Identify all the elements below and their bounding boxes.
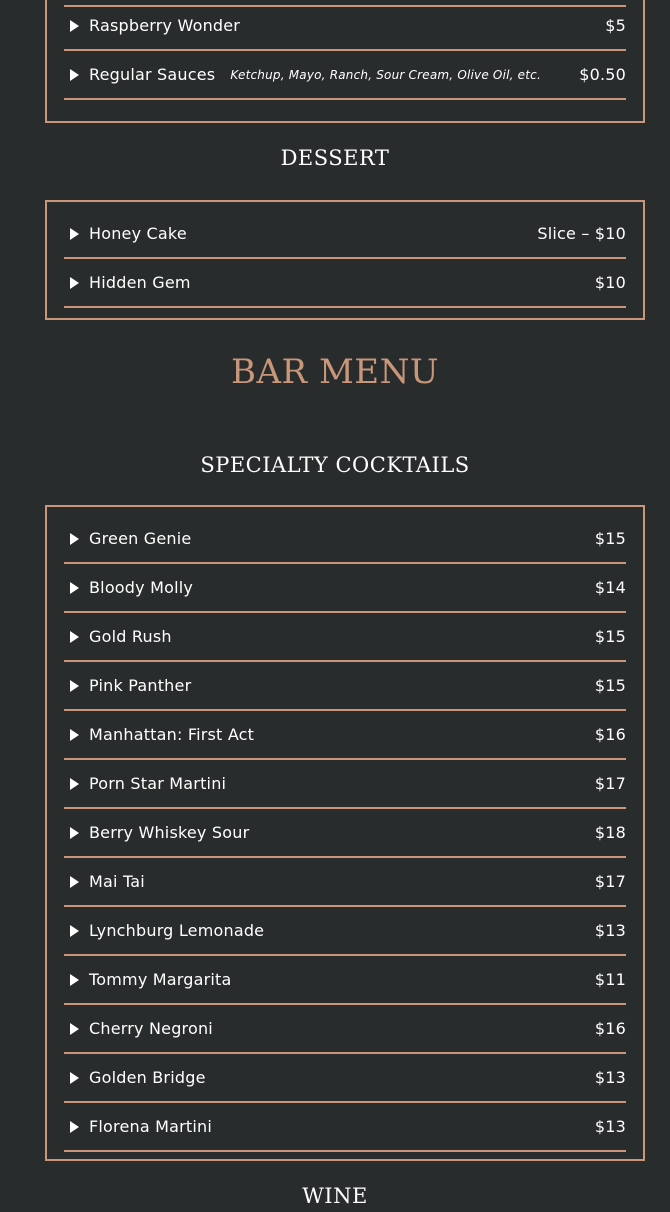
expand-triangle-icon [70,20,79,32]
item-price: $13 [594,921,626,940]
menu-item[interactable] [64,907,626,956]
item-price: $13 [594,1117,626,1136]
item-name: Golden Bridge [89,1068,206,1087]
item-name: Gold Rush [89,627,172,646]
expand-triangle-icon [70,1023,79,1035]
menu-item[interactable] [64,711,626,760]
item-price: $16 [594,725,626,744]
section-title-cocktails: SPECIALTY COCKTAILS [200,453,470,477]
cocktails-box [45,505,645,1161]
expand-triangle-icon [70,827,79,839]
section-title-dessert: DESSERT [280,146,390,170]
menu-item[interactable] [64,1005,626,1054]
item-price: $0.50 [579,65,626,84]
expand-triangle-icon [70,69,79,81]
menu-item[interactable] [64,662,626,711]
expand-triangle-icon [70,876,79,888]
dessert-box [45,200,645,320]
expand-triangle-icon [70,974,79,986]
item-price: $14 [594,578,626,597]
item-price: $18 [594,823,626,842]
menu-item[interactable] [64,858,626,907]
item-name: Raspberry Wonder [89,16,241,35]
menu-item[interactable] [64,564,626,613]
menu-item[interactable] [64,51,626,100]
item-price: $13 [594,1068,626,1087]
expand-triangle-icon [70,680,79,692]
item-name: Mai Tai [89,872,145,891]
item-name: Florena Martini [89,1117,213,1136]
menu-item[interactable] [64,956,626,1005]
menu-item[interactable] [64,1103,626,1152]
item-price: $16 [594,1019,626,1038]
section-title-wine: WINE [302,1184,368,1208]
item-name: Bloody Molly [89,578,194,597]
expand-triangle-icon [70,1072,79,1084]
item-price: $15 [594,676,626,695]
expand-triangle-icon [70,582,79,594]
menu-item[interactable] [64,515,626,564]
item-name: Tommy Margarita [89,970,232,989]
expand-triangle-icon [70,277,79,289]
expand-triangle-icon [70,1121,79,1133]
item-name: Hidden Gem [89,273,191,292]
menu-item[interactable] [64,809,626,858]
item-price: Slice – $10 [537,224,626,243]
menu-item[interactable] [64,2,626,51]
expand-triangle-icon [70,533,79,545]
item-price: $5 [605,16,626,35]
item-name: Honey Cake [89,224,187,243]
item-price: $11 [594,970,626,989]
bar-menu-title: BAR MENU [231,352,439,392]
expand-triangle-icon [70,778,79,790]
expand-triangle-icon [70,729,79,741]
item-name: Cherry Negroni [89,1019,213,1038]
item-name: Pink Panther [89,676,192,695]
menu-item[interactable] [64,613,626,662]
item-price: $17 [594,872,626,891]
item-description: Ketchup, Mayo, Ranch, Sour Cream, Olive Oil, etc. [230,67,541,82]
item-price: $10 [594,273,626,292]
item-price: $15 [594,627,626,646]
menu-item[interactable] [64,259,626,308]
item-name: Lynchburg Lemonade [89,921,265,940]
expand-triangle-icon [70,925,79,937]
item-price: $17 [594,774,626,793]
item-name: Berry Whiskey Sour [89,823,250,842]
menu-item[interactable] [64,210,626,259]
expand-triangle-icon [70,228,79,240]
sauces-box [45,0,645,123]
menu-item[interactable] [64,1054,626,1103]
item-price: $15 [594,529,626,548]
expand-triangle-icon [70,631,79,643]
item-name: Porn Star Martini [89,774,227,793]
item-name: Green Genie [89,529,192,548]
menu-item[interactable] [64,760,626,809]
item-name: Regular Sauces [89,65,216,84]
item-name: Manhattan: First Act [89,725,255,744]
